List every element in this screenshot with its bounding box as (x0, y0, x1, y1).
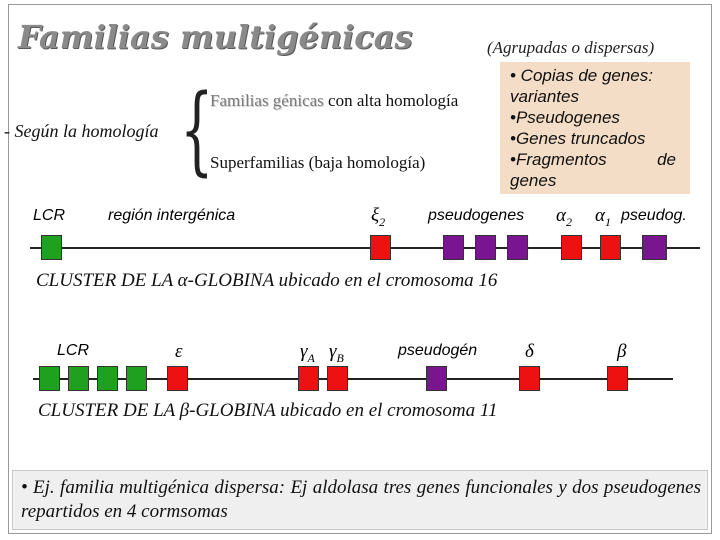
alpha-caption-pre: CLUSTER DE LA (36, 270, 178, 291)
xi2-gene (370, 235, 391, 260)
alpha-label-lcr: LCR (33, 207, 66, 224)
beta-label-pseudogen: pseudogén (398, 342, 478, 359)
gammaB-symbol: γ (329, 341, 337, 362)
curly-brace: { (180, 74, 214, 186)
slide-title: Familias multigénicas (18, 18, 413, 56)
alpha-label-a2 (556, 205, 572, 230)
info-item-row (510, 149, 676, 170)
branch-high-homology (210, 91, 458, 111)
alpha2-gene (561, 235, 582, 260)
info-item: variantes (510, 87, 579, 106)
alpha-caption-greek: α (177, 270, 188, 291)
alpha-label-a1 (595, 205, 611, 230)
branch-high-homology-highlight: Familias génicas (210, 91, 324, 110)
alpha-pseudogene-box (443, 235, 464, 260)
info-item: •Fragmentos (510, 150, 607, 169)
beta-label-beta: β (617, 341, 627, 362)
info-item: • Copias de genes: (510, 66, 653, 85)
beta-caption-pre: CLUSTER DE LA (38, 400, 180, 421)
info-item: genes (510, 171, 557, 190)
alpha-cluster-caption (36, 270, 497, 292)
epsilon-gene (167, 366, 188, 391)
beta-label-lcr: LCR (57, 342, 90, 359)
beta-caption-post: -GLOBINA ubicado en el cromosoma 11 (189, 400, 498, 421)
gammaA-gene (298, 366, 319, 391)
branch-high-homology-rest: con alta homología (323, 91, 459, 110)
delta-gene (519, 366, 540, 391)
alpha-caption-post: -GLOBINA ubicado en el cromosoma 16 (187, 270, 498, 291)
alpha-pseudog-box (642, 235, 667, 260)
beta-gene (607, 366, 628, 391)
info-item: de (657, 150, 676, 169)
beta-label-gB (329, 341, 344, 366)
footer-note: • Ej. familia multigénica dispersa: Ej aldolasa tres genes funcionales y dos pseudogenes repartidos en 4 cormsomas (12, 470, 708, 530)
alpha1-symbol: α (595, 205, 605, 226)
alpha-label-pseudogenes: pseudogenes (428, 207, 525, 224)
gammaA-subscript: A (307, 350, 315, 365)
alpha-lcr-box (41, 235, 62, 260)
beta-lcr-box (97, 366, 118, 391)
info-item: •Genes truncados (510, 129, 646, 148)
xi-symbol: ξ (371, 205, 380, 226)
alpha-label-intergenic: región intergénica (108, 207, 236, 224)
homology-label: - Según la homología (4, 121, 159, 141)
beta-label-delta: δ (525, 341, 534, 362)
alpha-label-xi (371, 205, 385, 230)
alpha-label-pseudog: pseudog. (621, 207, 687, 224)
info-box (500, 62, 690, 194)
xi-subscript: 2 (379, 214, 386, 229)
beta-label-gA (300, 341, 315, 366)
beta-label-epsilon: ε (175, 341, 183, 362)
slide-subtitle: (Agrupadas o dispersas) (487, 38, 655, 57)
alpha1-subscript: 1 (604, 214, 611, 229)
gammaA-symbol: γ (300, 341, 308, 362)
beta-pseudogene-box (426, 366, 447, 391)
gammaB-subscript: B (336, 350, 344, 365)
alpha1-gene (600, 235, 621, 260)
alpha-pseudogene-box (475, 235, 496, 260)
beta-lcr-box (68, 366, 89, 391)
beta-caption-greek: β (179, 400, 190, 421)
beta-lcr-box (39, 366, 60, 391)
beta-cluster-caption (38, 400, 498, 422)
alpha-pseudogene-box (507, 235, 528, 260)
branch-low-homology: Superfamilias (baja homología) (210, 153, 426, 172)
alpha2-symbol: α (556, 205, 566, 226)
beta-lcr-box (126, 366, 147, 391)
info-item: •Pseudogenes (510, 108, 620, 127)
gammaB-gene (327, 366, 348, 391)
alpha2-subscript: 2 (565, 214, 572, 229)
